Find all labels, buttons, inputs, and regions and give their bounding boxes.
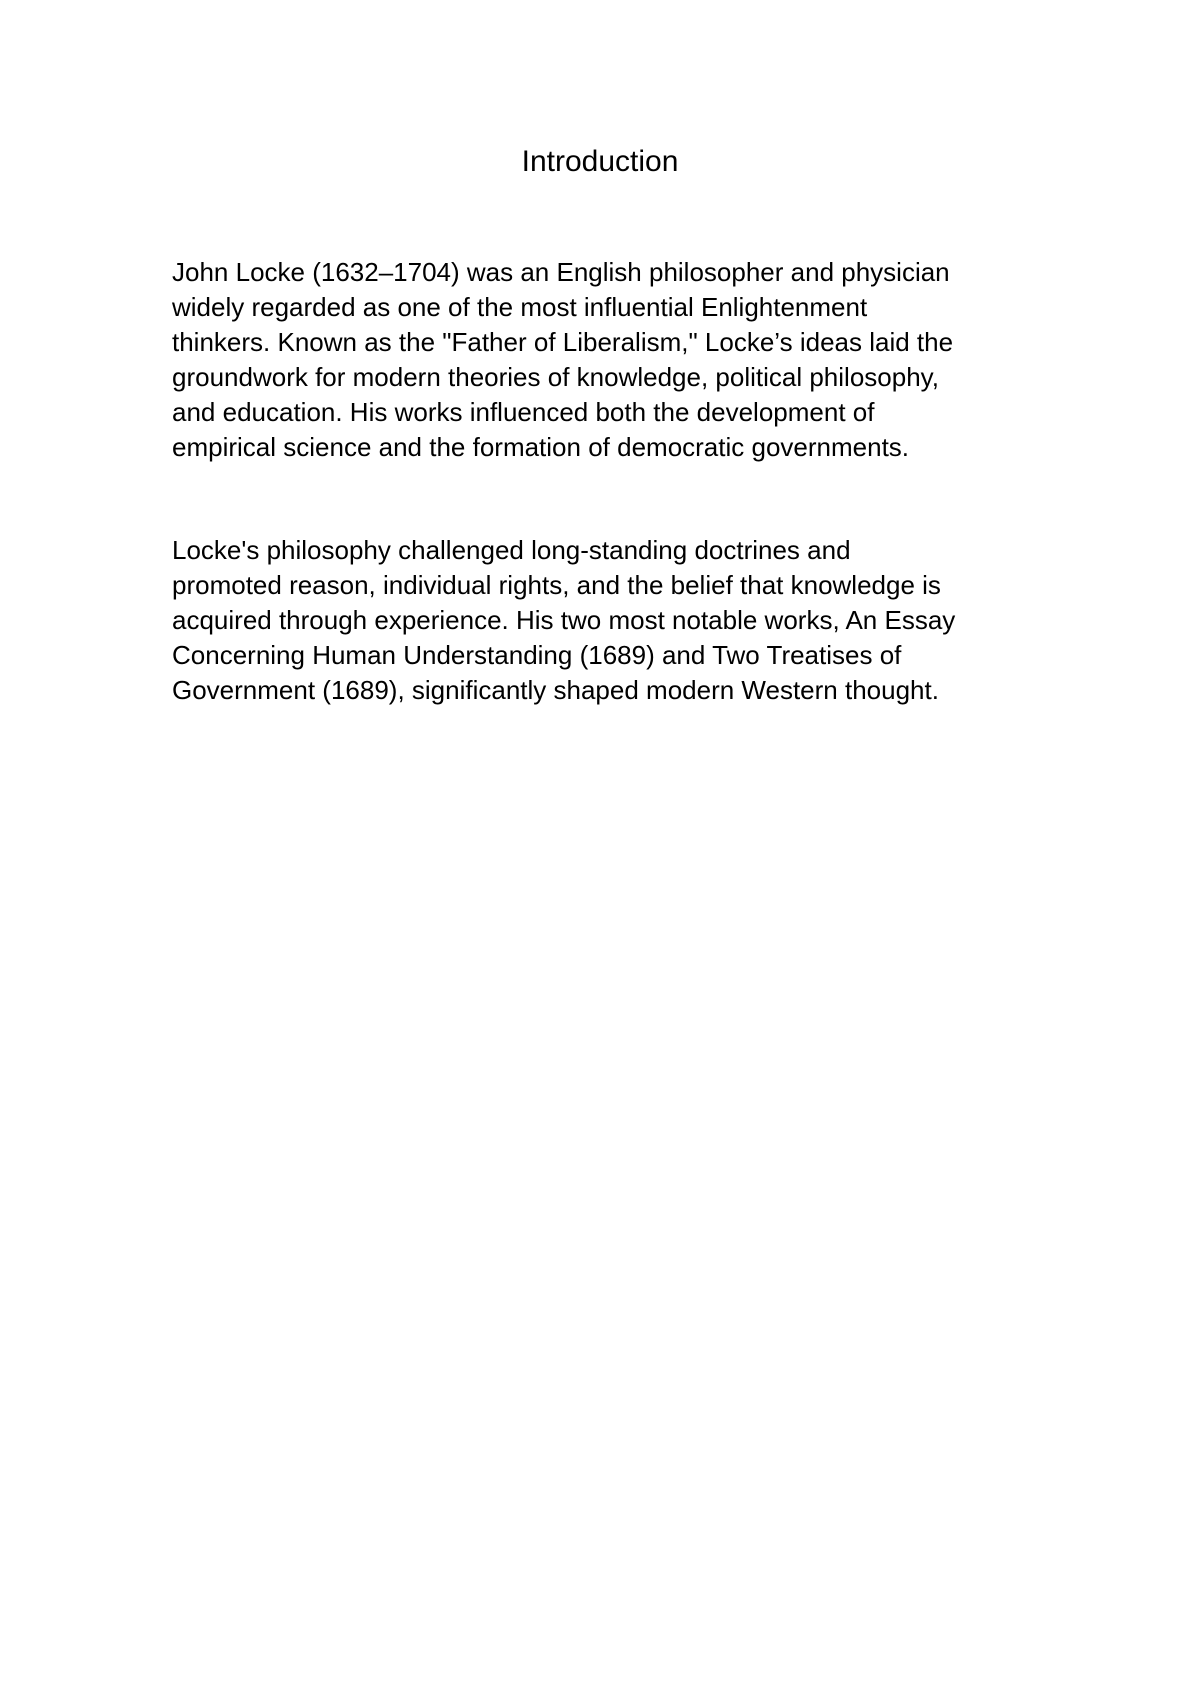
document-body [172, 255, 1042, 708]
paragraph-2: Locke's philosophy challenged long-standing doctrines and promoted reason, individual rights, and the belief that knowledge is acquired through experience. His two most notable works, An Essay Concerning Human Understanding (1689) and Two Treatises of Government (1689), significantly shaped modern Western thought. [172, 535, 956, 705]
page-title: Introduction [521, 145, 679, 178]
paragraph-1: John Locke (1632–1704) was an English philosopher and physician widely regarded as one of the most influential Enlightenment thinkers. Known as the "Father of Liberalism," Locke’s ideas laid the groundwork for modern theories of knowledge, political philosophy, and education. His works influenced both the development of empirical science and the formation of democratic governments. [172, 257, 954, 462]
